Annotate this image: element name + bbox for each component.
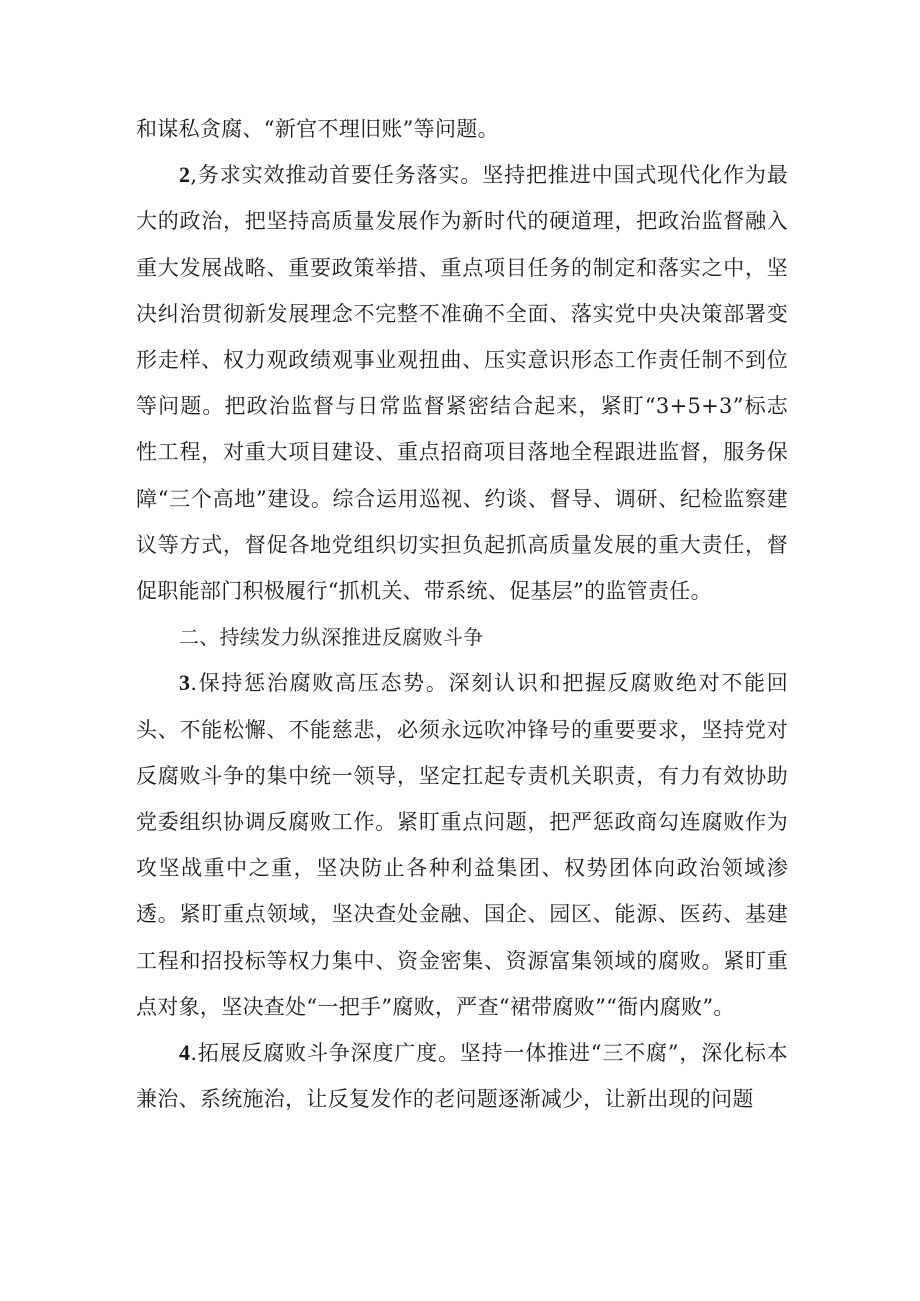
paragraph-item-2 [136, 152, 788, 614]
paragraph-continuation [136, 106, 788, 152]
paragraph-item-4 [136, 1030, 788, 1122]
item-4-number: 4 [179, 1040, 191, 1066]
item-2-number: 2 [179, 162, 191, 188]
section-heading-2 [136, 614, 788, 660]
item-3-number: 3 [179, 670, 191, 696]
document-body [136, 106, 788, 1122]
paragraph-item-3 [136, 660, 788, 1030]
item-3-text: .保持惩治腐败高压态势。深刻认识和把握反腐败绝对不能回头、不能松懈、不能慈悲，必须永远吹冲锋号的重要要求，坚持党对反腐败斗争的集中统一领导，坚定扛起专责机关职责，有力有效协助党委组织协调反腐败工作。紧盯重点问题，把严惩政商勾连腐败作为攻坚战重中之重，坚决防止各种利益集团、权势团体向政治领域渗透。紧盯重点领域，坚决查处金融、国企、园区、能源、医药、基建工程和招投标等权力集中、资金密集、资源富集领域的腐败。紧盯重点对象，坚决查处“一把手”腐败，严查“裙带腐败”“衙内腐败”。 [136, 671, 788, 1019]
item-4-text: .拓展反腐败斗争深度广度。坚持一体推进“三不腐”，深化标本兼治、系统施治，让反复发作的老问题逐渐减少，让新出现的问题 [136, 1041, 788, 1112]
section-heading-text: 二、持续发力纵深推进反腐败斗争 [179, 625, 484, 650]
item-2-text: ,务求实效推动首要任务落实。坚持把推进中国式现代化作为最大的政治，把坚持高质量发展作为新时代的硬道理，把政治监督融入重大发展战略、重要政策举措、重点项目任务的制定和落实之中，坚决纠治贯彻新发展理念不完整不准确不全面、落实党中央决策部署变形走样、权力观政绩观事业观扭曲、压实意识形态工作责任制不到位等问题。把政治监督与日常监督紧密结合起来，紧盯“3+5+3”标志性工程，对重大项目建设、重点招商项目落地全程跟进监督，服务保障“三个高地”建设。综合运用巡视、约谈、督导、调研、纪检监察建议等方式，督促各地党组织切实担负起抓高质量发展的重大责任，督促职能部门积极履行“抓机关、带系统、促基层”的监管责任。 [136, 163, 788, 604]
paragraph-continuation-text: 和谋私贪腐、“新官不理旧账”等问题。 [136, 117, 499, 141]
